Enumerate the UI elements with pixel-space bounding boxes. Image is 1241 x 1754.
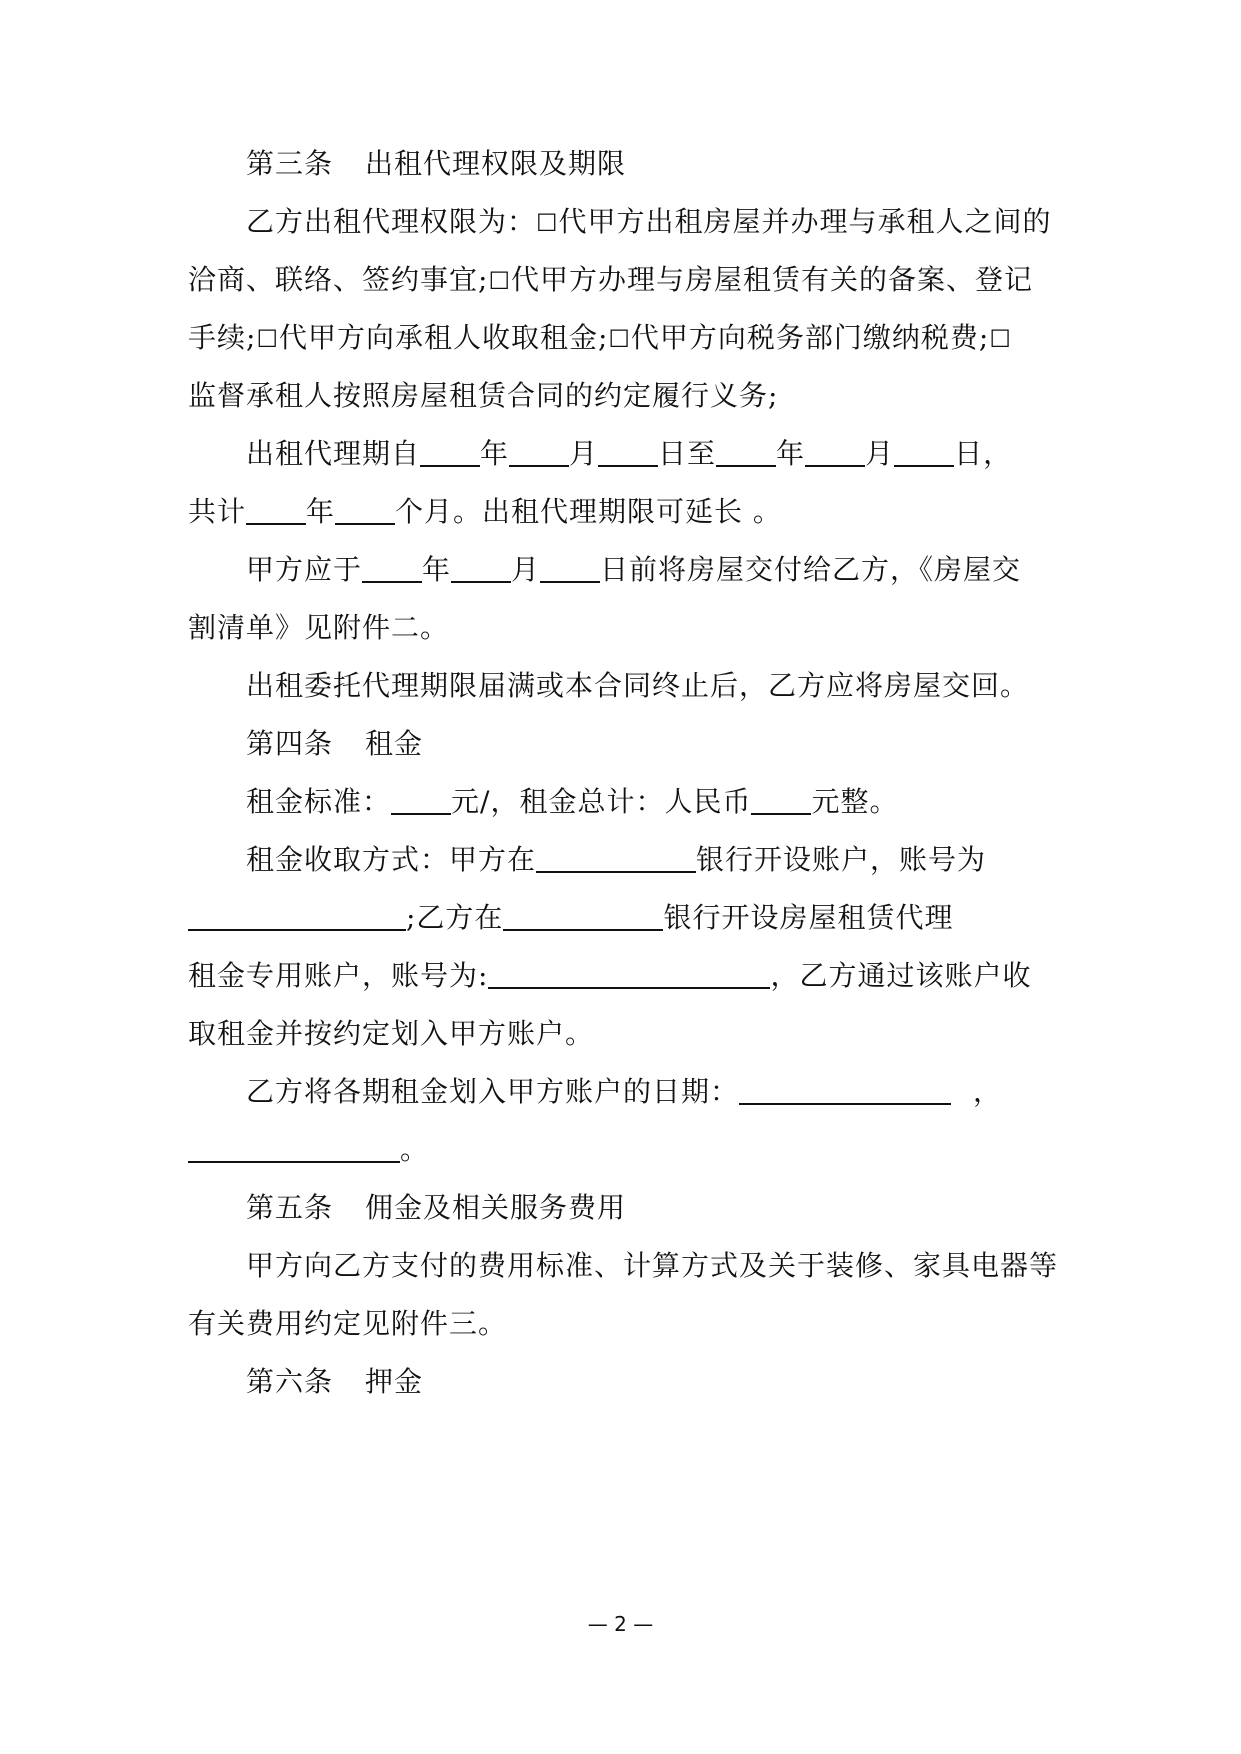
text-span: 年 <box>422 553 452 586</box>
text-span: 割清单》见附件二。 <box>188 611 450 644</box>
checkbox-icon: ☐ <box>488 267 511 295</box>
text-span: 租金收取方式：甲方在 <box>246 843 537 876</box>
paragraph-line <box>246 666 1068 706</box>
text-span: 甲方向乙方支付的费用标准、计算方式及关于装修、家具电器等 <box>246 1249 1059 1282</box>
blank-field <box>246 497 306 525</box>
paragraph-line <box>188 1304 1068 1344</box>
text-span: 年 <box>480 437 510 470</box>
paragraph-line <box>188 318 1068 358</box>
article-number: 第五条 <box>246 1191 334 1224</box>
paragraph-line <box>246 202 1068 242</box>
text-span: 代甲方向税务部门缴纳税费; <box>630 321 990 354</box>
text-span: 洽商、联络、签约事宜; <box>188 263 489 296</box>
blank-field <box>188 1135 400 1163</box>
paragraph-line <box>188 376 1068 416</box>
article-4-heading <box>246 724 1068 764</box>
text-span: 租金专用账户，账号为: <box>188 959 489 992</box>
text-span: ;乙方在 <box>406 901 504 934</box>
article-5-heading <box>246 1188 1068 1228</box>
checkbox-icon: ☐ <box>608 325 631 353</box>
text-span: 年 <box>776 437 806 470</box>
text-span: 甲方应于 <box>246 553 363 586</box>
text-span: ， <box>973 1075 1003 1108</box>
paragraph-line <box>188 260 1068 300</box>
text-span: 日至 <box>658 437 717 470</box>
paragraph-line <box>246 1072 1068 1112</box>
article-title: 佣金及相关服务费用 <box>365 1191 627 1224</box>
paragraph-line <box>246 1246 1068 1286</box>
blank-field <box>540 555 600 583</box>
paragraph-line <box>188 492 1068 532</box>
text-span: 代甲方向承租人收取租金; <box>278 321 609 354</box>
text-span: ，乙方通过该账户收 <box>770 959 1032 992</box>
text-span: 月 <box>569 437 599 470</box>
text-span: 出租委托代理期限届满或本合同终止后，乙方应将房屋交回。 <box>246 669 1030 702</box>
text-span: 元整。 <box>811 785 899 818</box>
text-span: 日前将房屋交付给乙方，《房屋交 <box>600 553 1022 586</box>
text-span: 银行开设账户，账号为 <box>696 843 987 876</box>
checkbox-icon: ☐ <box>256 325 279 353</box>
blank-field <box>894 439 954 467</box>
text-span: 代甲方出租房屋并办理与承租人之间的 <box>558 205 1052 238</box>
text-span: 取租金并按约定划入甲方账户。 <box>188 1017 595 1050</box>
article-title: 租金 <box>365 727 424 760</box>
paragraph-line <box>246 550 1068 590</box>
blank-field <box>598 439 658 467</box>
text-span: 月 <box>511 553 541 586</box>
text-span: 。 <box>400 1133 430 1166</box>
blank-field <box>420 439 480 467</box>
blank-field <box>716 439 776 467</box>
blank-field <box>739 1077 951 1105</box>
text-span: 代甲方办理与房屋租赁有关的备案、登记 <box>510 263 1033 296</box>
paragraph-line <box>188 1130 1068 1170</box>
blank-field <box>503 903 663 931</box>
paragraph-line <box>246 840 1068 880</box>
paragraph-line <box>188 956 1068 996</box>
blank-field <box>391 787 451 815</box>
blank-field <box>451 555 511 583</box>
paragraph-line <box>188 608 1068 648</box>
blank-field <box>335 497 395 525</box>
text-span: 银行开设房屋租赁代理 <box>663 901 954 934</box>
article-number: 第四条 <box>246 727 334 760</box>
text-span: 监督承租人按照房屋租赁合同的约定履行义务; <box>188 379 779 412</box>
text-span: 个月。出租代理期限可延长 。 <box>395 495 782 528</box>
article-3-heading <box>246 144 1068 184</box>
paragraph-line <box>188 898 1068 938</box>
blank-field <box>536 845 696 873</box>
article-number: 第三条 <box>246 147 334 180</box>
text-span: 出租代理期自 <box>246 437 421 470</box>
article-number: 第六条 <box>246 1365 334 1398</box>
text-span: 有关费用约定见附件三。 <box>188 1307 508 1340</box>
text-span: 乙方将各期租金划入甲方账户的日期： <box>246 1075 740 1108</box>
checkbox-icon: ☐ <box>536 209 559 237</box>
article-title: 出租代理权限及期限 <box>365 147 627 180</box>
text-span: 乙方出租代理权限为： <box>246 205 537 238</box>
blank-field <box>751 787 811 815</box>
paragraph-line <box>188 1014 1068 1054</box>
text-span: 日， <box>954 437 1013 470</box>
text-span: 月 <box>865 437 895 470</box>
article-title: 押金 <box>365 1365 424 1398</box>
page-number: — 2 — <box>587 1612 654 1636</box>
blank-field <box>188 903 406 931</box>
checkbox-icon: ☐ <box>989 325 1012 353</box>
text-span: 手续; <box>188 321 257 354</box>
paragraph-line <box>246 434 1068 474</box>
text-span: 租金标准： <box>246 785 392 818</box>
blank-field <box>362 555 422 583</box>
text-span: 共计 <box>188 495 247 528</box>
text-span: 元/，租金总计：人民币 <box>451 785 752 818</box>
blank-field <box>488 961 770 989</box>
article-6-heading <box>246 1362 1068 1402</box>
paragraph-line <box>246 782 1068 822</box>
text-span: 年 <box>306 495 336 528</box>
blank-field <box>509 439 569 467</box>
blank-field <box>805 439 865 467</box>
